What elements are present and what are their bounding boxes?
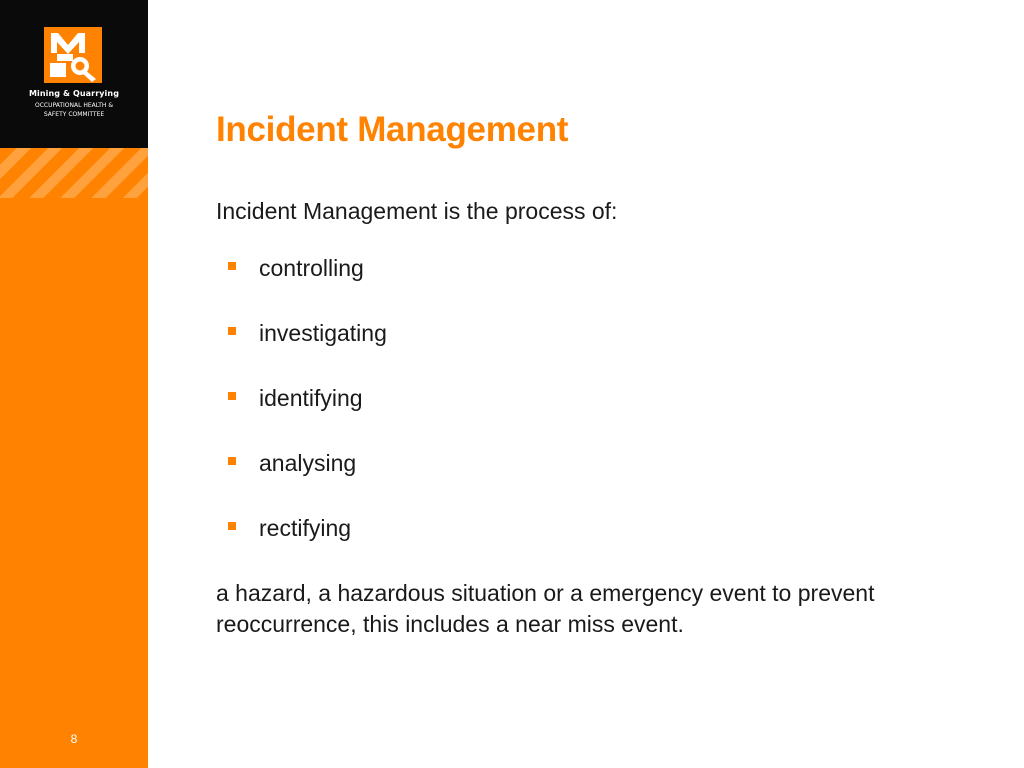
- closing-text: a hazard, a hazardous situation or a emergency event to prevent reoccurrence, this includes a near miss event.: [216, 580, 875, 637]
- org-name: Mining & Quarrying: [28, 89, 120, 98]
- square-bullet-icon: [228, 392, 236, 400]
- bullet-text: rectifying: [259, 514, 352, 541]
- slide-title: Incident Management: [216, 110, 569, 149]
- decorative-stripes: [0, 148, 148, 198]
- square-bullet-icon: [228, 522, 236, 530]
- list-item: [228, 254, 387, 282]
- list-item: [228, 319, 387, 347]
- sidebar: [0, 0, 148, 768]
- mq-logo-icon: [44, 27, 102, 83]
- list-item: [228, 449, 387, 477]
- bullet-text: analysing: [259, 449, 357, 476]
- bullet-text: investigating: [259, 319, 387, 346]
- bullet-list: [228, 254, 387, 579]
- bullet-text: controlling: [259, 254, 364, 281]
- page-number: 8: [70, 732, 78, 746]
- intro-text: Incident Management is the process of:: [216, 198, 618, 224]
- list-item: [228, 514, 387, 542]
- square-bullet-icon: [228, 457, 236, 465]
- square-bullet-icon: [228, 327, 236, 335]
- square-bullet-icon: [228, 262, 236, 270]
- bullet-text: identifying: [259, 384, 363, 411]
- logo-block: [0, 0, 148, 148]
- committee-name: OCCUPATIONAL HEALTH & SAFETY COMMITTEE: [34, 102, 114, 118]
- list-item: [228, 384, 387, 412]
